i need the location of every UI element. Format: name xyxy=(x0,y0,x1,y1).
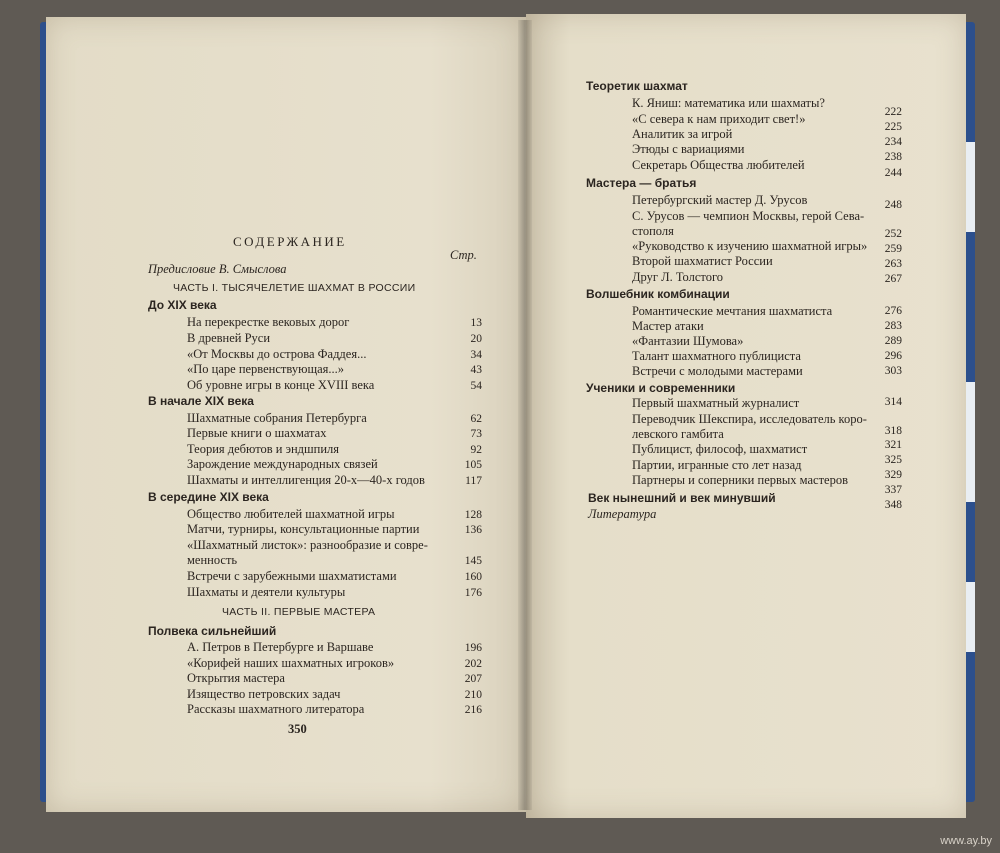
book-spine xyxy=(518,20,532,810)
toc-entry: Матчи, турниры, консультационные партии xyxy=(187,522,420,536)
toc-entry: Общество любителей шахматной игры xyxy=(187,507,395,521)
page-number: 350 xyxy=(288,722,307,736)
part-2-heading: ЧАСТЬ II. ПЕРВЫЕ МАСТЕРА xyxy=(222,606,376,618)
toc-entry: Партии, игранные сто лет назад xyxy=(632,458,802,472)
toc-entry: С. Урусов — чемпион Москвы, герой Сева- xyxy=(632,209,865,223)
right-page xyxy=(526,14,966,818)
toc-entry: Партнеры и соперники первых мастеров xyxy=(632,473,848,487)
literature-entry: Литература xyxy=(588,507,657,521)
toc-page: 238 xyxy=(884,151,902,163)
toc-entry: Зарождение международных связей xyxy=(187,457,378,471)
toc-page: 303 xyxy=(884,365,902,377)
toc-entry: Этюды с вариациями xyxy=(632,142,745,156)
toc-entry: левского гамбита xyxy=(632,427,724,441)
section-title: Мастера — братья xyxy=(586,176,697,190)
toc-entry: К. Яниш: математика или шахматы? xyxy=(632,96,825,110)
toc-page: 321 xyxy=(884,439,902,451)
toc-entry: «Шахматный листок»: разнообразие и совре- xyxy=(187,538,428,552)
toc-entry: стополя xyxy=(632,224,674,238)
toc-entry: Шахматы и интеллигенция 20-х—40-х годов xyxy=(187,473,425,487)
toc-entry: Секретарь Общества любителей xyxy=(632,158,805,172)
toc-page: 267 xyxy=(884,273,902,285)
cover-stripe xyxy=(965,582,975,652)
section-title: До XIX века xyxy=(148,298,217,312)
toc-page: 325 xyxy=(884,454,902,466)
toc-entry: Романтические мечтания шахматиста xyxy=(632,304,833,318)
toc-page: 62 xyxy=(470,413,482,425)
toc-page: 54 xyxy=(470,380,482,392)
toc-page: 34 xyxy=(470,349,482,361)
toc-entry: Встречи с зарубежными шахматистами xyxy=(187,569,397,583)
toc-page: 263 xyxy=(884,258,902,270)
toc-page: 176 xyxy=(464,587,482,599)
left-page xyxy=(46,17,526,812)
toc-page: 196 xyxy=(464,642,482,654)
toc-entry: «От Москвы до острова Фаддея... xyxy=(187,347,367,361)
toc-page: 43 xyxy=(470,364,482,376)
section-title: В начале XIX века xyxy=(148,394,254,408)
toc-entry: Встречи с молодыми мастерами xyxy=(632,364,803,378)
section-title: В середине XIX века xyxy=(148,490,269,504)
toc-entry: «Корифей наших шахматных игроков» xyxy=(187,656,395,670)
toc-entry: Теория дебютов и эндшпиля xyxy=(187,442,340,456)
toc-page: 207 xyxy=(464,673,482,685)
toc-entry: Друг Л. Толстого xyxy=(632,270,724,284)
toc-entry: «Руководство к изучению шахматной игры» xyxy=(632,239,868,253)
toc-page: 202 xyxy=(464,658,482,670)
toc-page: 348 xyxy=(884,499,902,511)
preface-entry: Предисловие В. Смыслова xyxy=(148,262,287,276)
toc-page: 136 xyxy=(464,524,482,536)
toc-entry: А. Петров в Петербурге и Варшаве xyxy=(187,640,374,654)
toc-page: 244 xyxy=(884,167,902,179)
toc-page: 289 xyxy=(884,335,902,347)
toc-entry: На перекрестке вековых дорог xyxy=(187,315,350,329)
toc-page: 283 xyxy=(884,320,902,332)
toc-page: 20 xyxy=(470,333,482,345)
toc-entry: Второй шахматист России xyxy=(632,254,773,268)
toc-page: 210 xyxy=(464,689,482,701)
section-title: Волшебник комбинации xyxy=(586,287,730,301)
toc-page: 92 xyxy=(470,444,482,456)
toc-entry: Мастер атаки xyxy=(632,319,704,333)
section-title: Полвека сильнейший xyxy=(148,624,277,638)
section-title: Ученики и современники xyxy=(586,381,736,395)
toc-page: 128 xyxy=(464,509,482,521)
contents-heading: СОДЕРЖАНИЕ xyxy=(233,234,347,249)
toc-page: 145 xyxy=(464,555,482,567)
toc-entry: Рассказы шахматного литератора xyxy=(187,702,365,716)
toc-entry: Талант шахматного публициста xyxy=(632,349,801,363)
toc-entry: Публицист, философ, шахматист xyxy=(632,442,808,456)
toc-entry: Открытия мастера xyxy=(187,671,285,685)
part-1-heading: ЧАСТЬ I. ТЫСЯЧЕЛЕТИЕ ШАХМАТ В РОССИИ xyxy=(173,282,416,294)
toc-page: 318 xyxy=(884,425,902,437)
toc-page: 329 xyxy=(884,469,902,481)
toc-page: 248 xyxy=(884,199,902,211)
toc-page: 252 xyxy=(884,228,902,240)
toc-entry: Первый шахматный журналист xyxy=(632,396,800,410)
toc-page: 276 xyxy=(884,305,902,317)
toc-entry: В древней Руси xyxy=(187,331,271,345)
toc-entry: Переводчик Шекспира, исследователь коро- xyxy=(632,412,867,426)
toc-entry: «Фантазии Шумова» xyxy=(632,334,744,348)
toc-page: 259 xyxy=(884,243,902,255)
section-title: Теоретик шахмат xyxy=(586,79,688,93)
toc-entry: «С севера к нам приходит свет!» xyxy=(632,112,806,126)
section-title: Век нынешний и век минувший xyxy=(588,491,776,505)
toc-page: 73 xyxy=(470,428,482,440)
toc-entry: Изящество петровских задач xyxy=(187,687,341,701)
toc-entry: Первые книги о шахматах xyxy=(187,426,327,440)
toc-page: 105 xyxy=(464,459,482,471)
toc-entry: «По царе первенствующая...» xyxy=(187,362,344,376)
toc-page: 117 xyxy=(465,475,482,487)
site-watermark: www.ay.by xyxy=(940,835,992,847)
toc-page: 234 xyxy=(884,136,902,148)
page-column-label: Стр. xyxy=(450,248,477,262)
toc-page: 216 xyxy=(464,704,482,716)
toc-entry: Аналитик за игрой xyxy=(632,127,733,141)
toc-page: 337 xyxy=(884,484,902,496)
toc-entry: Об уровне игры в конце XVIII века xyxy=(187,378,375,392)
toc-page: 225 xyxy=(884,121,902,133)
toc-entry: менность xyxy=(187,553,238,567)
toc-page: 222 xyxy=(884,106,902,118)
toc-entry: Шахматы и деятели культуры xyxy=(187,585,346,599)
toc-entry: Петербургский мастер Д. Урусов xyxy=(632,193,808,207)
toc-entry: Шахматные собрания Петербурга xyxy=(187,411,367,425)
toc-page: 296 xyxy=(884,350,902,362)
toc-page: 13 xyxy=(470,317,482,329)
toc-page: 314 xyxy=(884,396,902,408)
toc-page: 160 xyxy=(464,571,482,583)
